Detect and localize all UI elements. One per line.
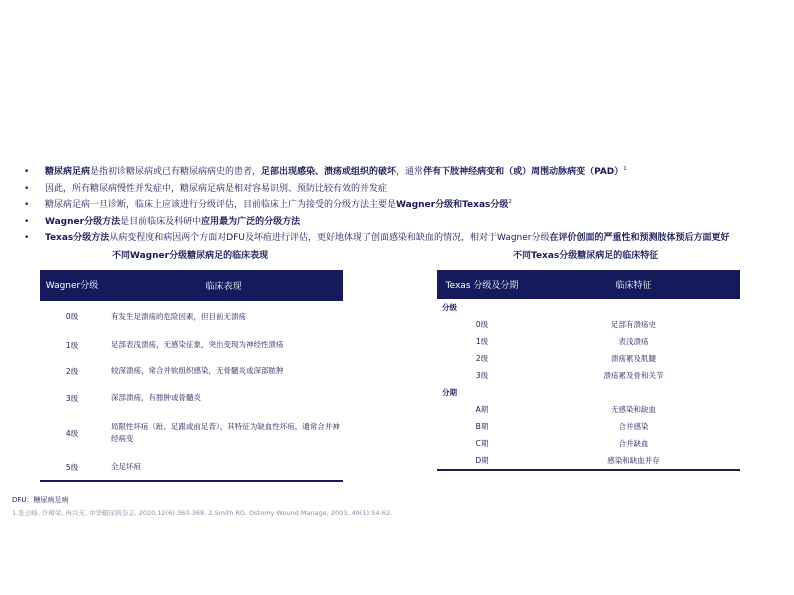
table-row xyxy=(437,350,740,367)
texas-feature-cell: 合并缺血 xyxy=(618,439,649,448)
bullet-item-texas xyxy=(24,230,784,247)
bullet-text: 因此，所有糖尿病慢性并发症中，糖尿病足病是相对容易识别、预防比较有效的并发症 xyxy=(45,183,388,194)
bullet-bold: Texas分级方法 xyxy=(45,233,110,243)
wagner-desc-cell: 有发生足溃疡的危险因素，但目前无溃疡 xyxy=(111,311,246,321)
texas-stage-cell: C期 xyxy=(475,439,489,448)
texas-feature-cell: 表浅溃疡 xyxy=(618,337,649,346)
bullet-item-complication xyxy=(24,181,784,198)
wagner-grade-cell: 2级 xyxy=(65,366,79,376)
texas-feature-cell: 溃疡累及肌腱 xyxy=(611,354,656,363)
citation-marker: 2 xyxy=(508,199,512,205)
table-row xyxy=(40,412,343,454)
bullet-item-grading xyxy=(24,197,784,214)
wagner-desc-cell: 足部表浅溃疡，无感染征象，突出变现为神经性溃疡 xyxy=(111,340,284,349)
bullet-item-wagner xyxy=(24,214,784,231)
texas-feature-cell: 溃疡累及骨和关节 xyxy=(603,371,664,380)
texas-stage-cell: A期 xyxy=(475,405,489,414)
wagner-grade-cell: 0级 xyxy=(65,312,79,321)
texas-stage-cell: B期 xyxy=(475,422,489,431)
texas-feature-cell: 感染和缺血并存 xyxy=(607,456,660,465)
table-row xyxy=(40,332,343,358)
texas-feature-cell: 无感染和缺血 xyxy=(611,405,656,414)
bullet-bold: 伴有下肢神经病变和（或）周围动脉病变（PAD） xyxy=(423,167,624,177)
bullet-text: 是目前临床及科研中 xyxy=(120,216,202,227)
texas-header-feature: 临床特征 xyxy=(527,270,740,299)
texas-table xyxy=(437,270,740,471)
texas-grade-cell: 3级 xyxy=(475,371,489,380)
table-row xyxy=(437,333,740,350)
wagner-desc-cell: 局限性坏疽（趾、足跟或前足背），其特征为缺血性坏疽，通常合并神经病变 xyxy=(111,422,340,443)
bullet-list xyxy=(24,164,784,247)
table-row xyxy=(437,367,740,384)
texas-section-row xyxy=(437,299,740,316)
wagner-header-grade: Wagner分级 xyxy=(40,270,104,301)
wagner-grade-cell: 5级 xyxy=(65,462,79,472)
table-row xyxy=(437,316,740,333)
bullet-text: ，通常 xyxy=(396,167,424,177)
citation-marker: 1 xyxy=(623,166,627,172)
texas-table-header xyxy=(437,270,740,299)
texas-feature-cell: 足部有溃疡史 xyxy=(611,320,656,329)
table-row xyxy=(437,435,740,452)
table-row xyxy=(437,418,740,435)
texas-grade-cell: 1级 xyxy=(475,337,489,346)
texas-grade-cell: 0级 xyxy=(475,320,489,329)
texas-section-label: 分期 xyxy=(442,388,457,397)
wagner-header-desc: 临床表现 xyxy=(104,270,343,301)
texas-grade-cell: 2级 xyxy=(475,354,489,363)
table-row xyxy=(40,454,343,481)
bullet-bold: 足部出现感染、溃疡或组织的破坏 xyxy=(261,167,397,177)
wagner-desc-cell: 较深溃疡，常合并软组织感染，无骨髓炎或深部脓肿 xyxy=(111,366,284,375)
wagner-grade-cell: 3级 xyxy=(65,393,79,403)
references: 1.张会峰, 许樟荣, 冉兴无. 中华糖尿病杂志, 2020,12(6):363-368. 2.Smith RG. Ostomy Wound Manage, 2003, 49(1):54-62. xyxy=(12,509,393,517)
texas-section-label: 分级 xyxy=(442,303,457,312)
texas-section-row xyxy=(437,384,740,401)
table-row xyxy=(40,358,343,384)
wagner-grade-cell: 4级 xyxy=(65,428,79,438)
bullet-text: 是指初诊糖尿病或已有糖尿病病史的患者， xyxy=(90,167,262,177)
table-row xyxy=(437,401,740,418)
texas-header-grade: Texas 分级及分期 xyxy=(437,270,527,299)
table-row xyxy=(40,384,343,412)
wagner-desc-cell: 深部溃疡，有脓肿或骨髓炎 xyxy=(111,393,201,402)
footnote: DFU：糖尿病足病 xyxy=(12,496,69,504)
wagner-table-caption: 不同Wagner分级糖尿病足的临床表现 xyxy=(112,251,269,261)
wagner-table xyxy=(40,270,343,482)
bullet-bold: 应用最为广泛的分级方法 xyxy=(201,216,301,227)
wagner-grade-cell: 1级 xyxy=(65,340,79,350)
texas-table-caption: 不同Texas分级糖尿病足的临床特征 xyxy=(513,251,659,261)
wagner-table-header xyxy=(40,270,343,301)
bullet-bold: 在评价创面的严重性和预测肢体预后方面更好 xyxy=(549,233,730,243)
texas-feature-cell: 合并感染 xyxy=(618,422,649,431)
table-row xyxy=(437,452,740,470)
bullet-bold: Wagner分级方法 xyxy=(45,216,121,227)
wagner-desc-cell: 全足坏疽 xyxy=(111,462,141,471)
bullet-text: 从病变程度和病因两个方面对DFU及坏疽进行评估，更好地体现了创面感染和缺血的情况，相对于Wagner分级 xyxy=(109,233,550,243)
texas-stage-cell: D期 xyxy=(475,456,489,465)
table-row xyxy=(40,301,343,332)
bullet-text: 糖尿病足病一旦诊断，临床上应该进行分级评估，目前临床上广为接受的分级方法主要是 xyxy=(45,200,397,210)
bullet-bold: Wagner分级和Texas分级 xyxy=(396,200,509,210)
bullet-item-definition xyxy=(24,164,784,181)
bullet-bold: 糖尿病足病 xyxy=(45,167,91,177)
